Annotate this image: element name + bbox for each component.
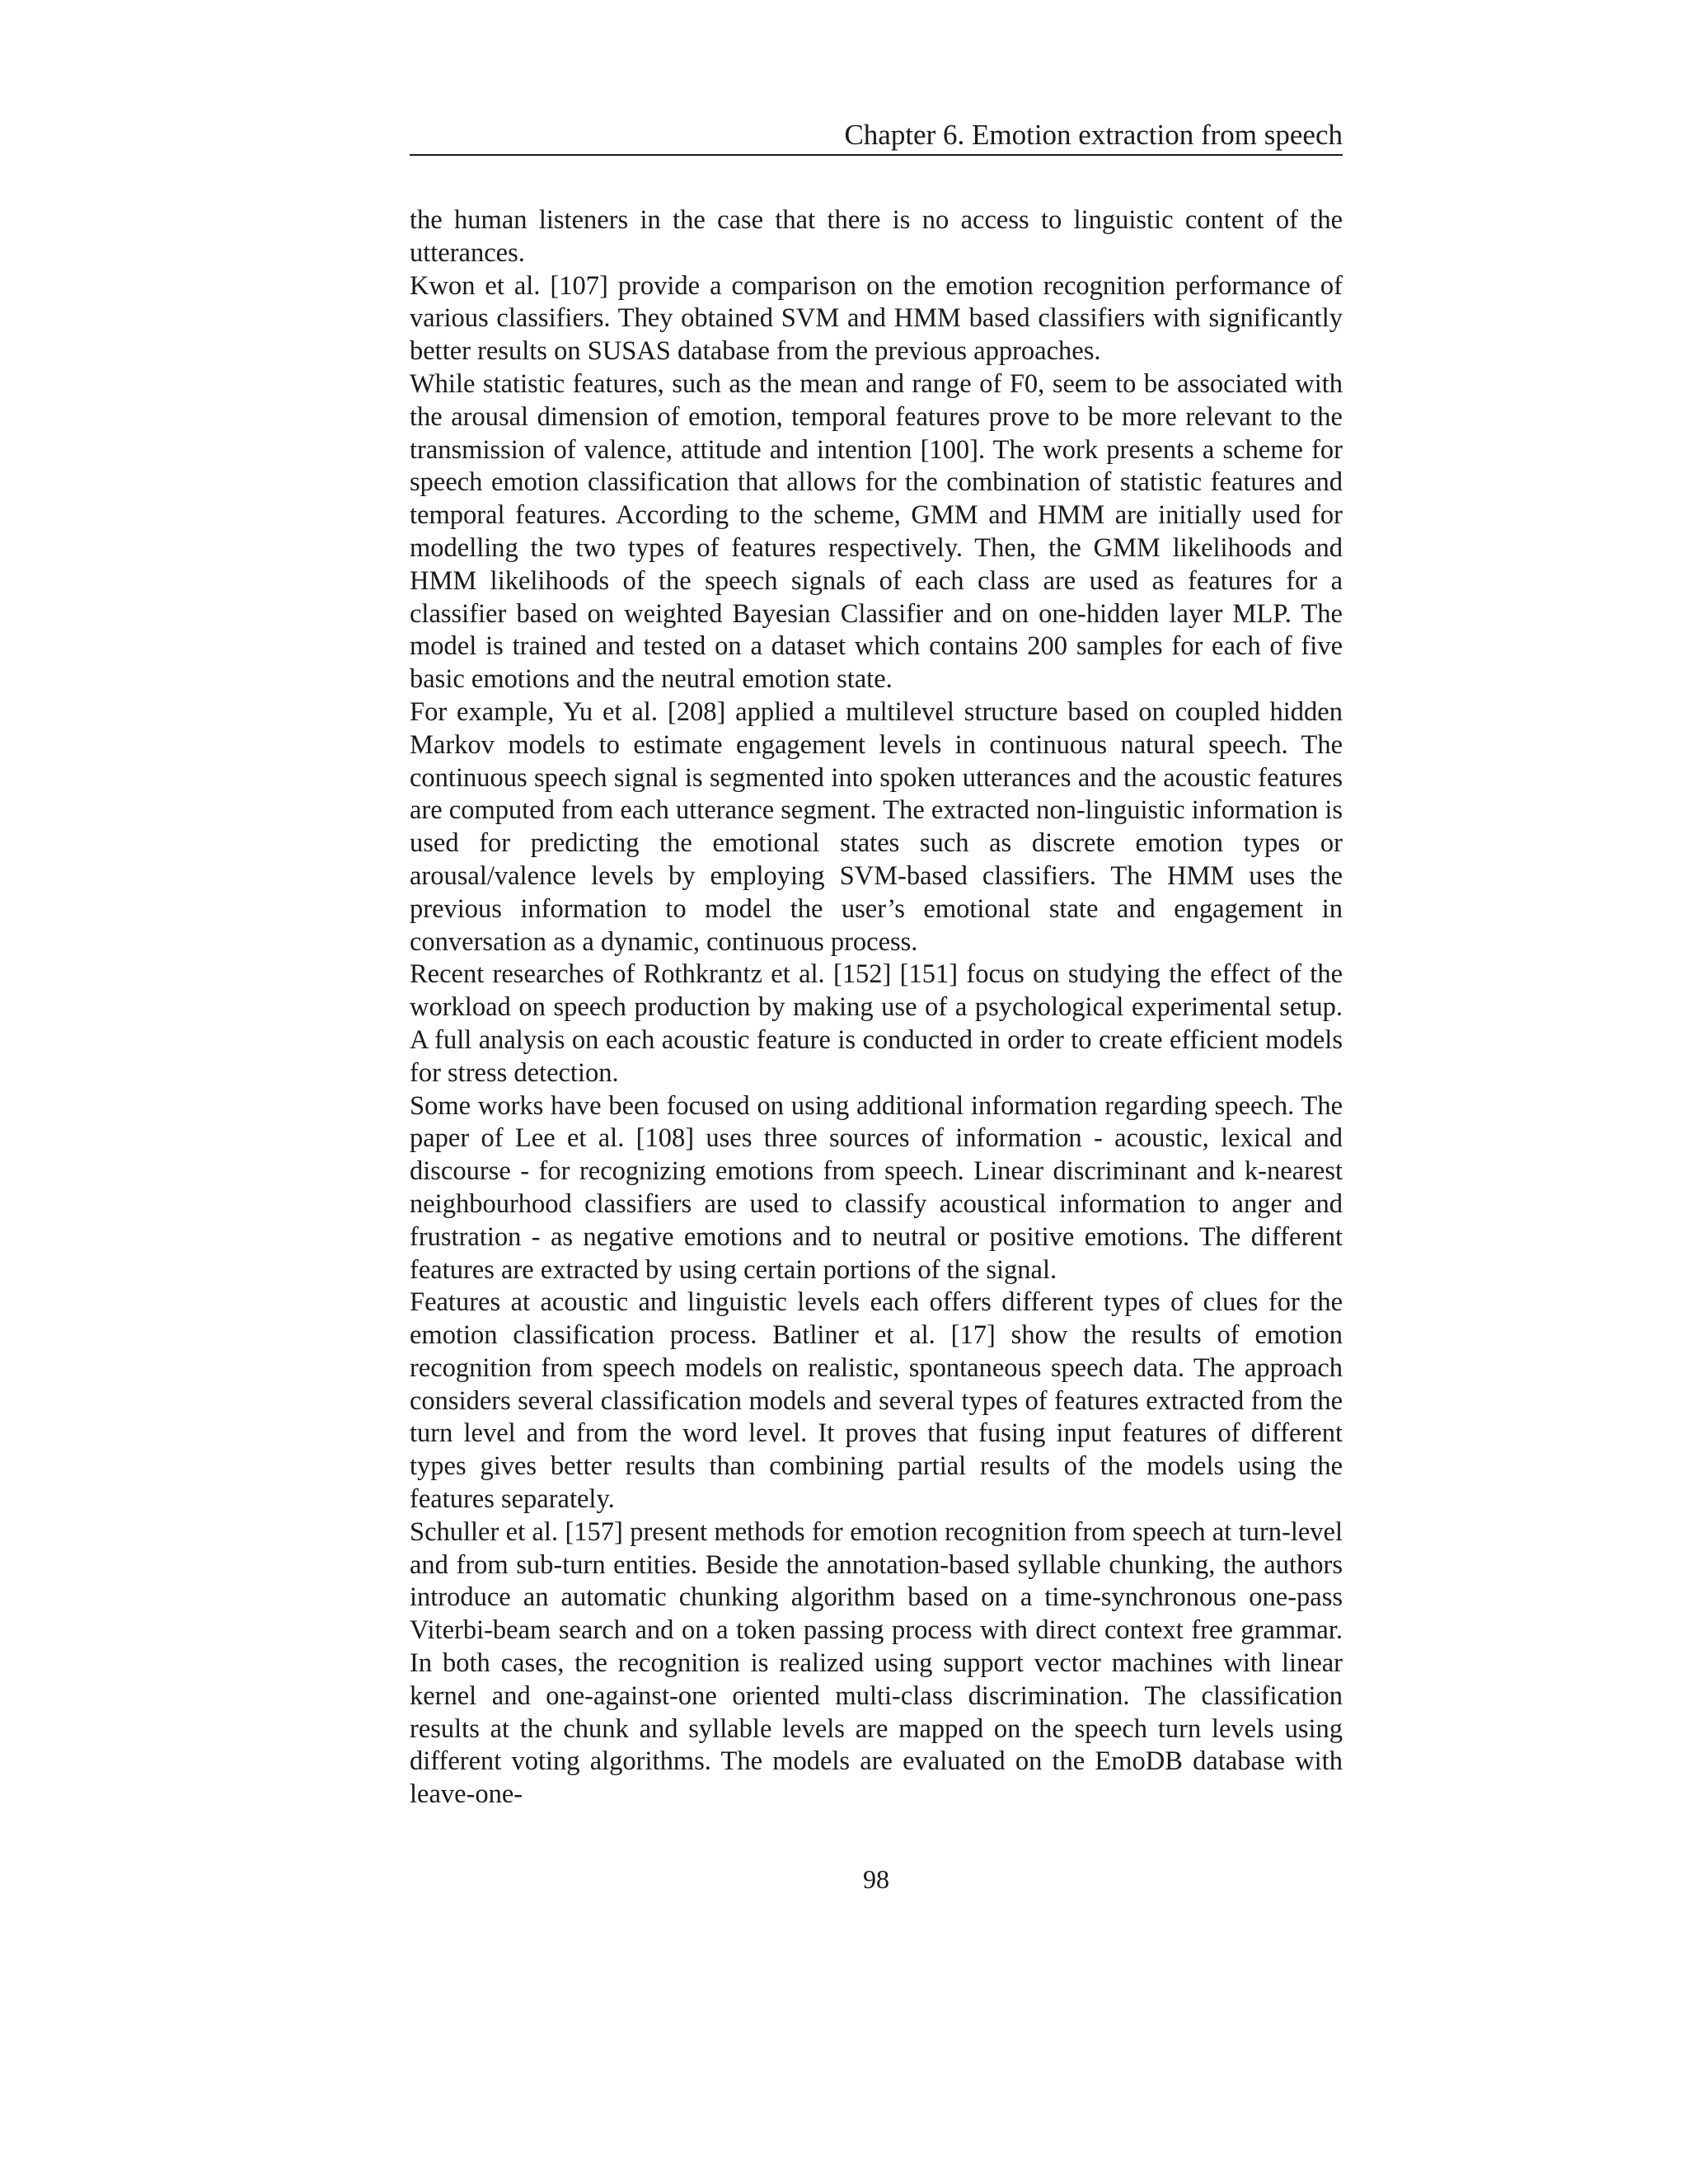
running-header: Chapter 6. Emotion extraction from speech <box>844 119 1343 151</box>
paragraph-schuller: Schuller et al. [157] present methods for emotion recognition from speech at turn-level and from sub-turn entities. Beside the annotation-based syllable chunking, the authors introduce an automatic chunking algorithm based on a time-synchronous one-pass Viterbi-beam search and on a token passing process with direct context free grammar. In both cases, the recognition is realized using support vector machines with linear kernel and one-against-one oriented multi-class discrimination. The classification results at the chunk and syllable levels are mapped on the speech turn levels using different voting algorithms. The models are evaluated on the EmoDB database with leave-one- <box>410 1516 1343 1810</box>
paragraph-statistic-features: While statistic features, such as the mean and range of F0, seem to be associated with the arousal dimension of emotion, temporal features prove to be more relevant to the transmission of valence, attitude and intention [100]. The work presents a scheme for speech emotion classification that allows for the combination of statistic features and temporal features. According to the scheme, GMM and HMM are initially used for modelling the two types of features respectively. Then, the GMM likelihoods and HMM likelihoods of the speech signals of each class are used as features for a classifier based on weighted Bayesian Classifier and on one-hidden layer MLP. The model is trained and tested on a dataset which contains 200 samples for each of five basic emotions and the neutral emotion state. <box>410 368 1343 695</box>
body-text <box>410 204 1343 1811</box>
header-rule <box>410 154 1343 156</box>
paragraph-kwon: Kwon et al. [107] provide a comparison on the emotion recognition performance of various classifiers. They obtained SVM and HMM based classifiers with significantly better results on SUSAS database from the previous approaches. <box>410 270 1343 367</box>
paragraph-lee: Some works have been focused on using additional information regarding speech. The paper of Lee et al. [108] uses three sources of information - acoustic, lexical and discourse - for recognizing emotions from speech. Linear discriminant and k-nearest neighbourhood classifiers are used to classify acoustical information to anger and frustration - as negative emotions and to neutral or positive emotions. The different features are extracted by using certain portions of the signal. <box>410 1090 1343 1285</box>
paragraph-batliner: Features at acoustic and linguistic levels each offers different types of clues for the emotion classification process. Batliner et al. [17] show the results of emotion recognition from speech models on realistic, spontaneous speech data. The approach considers several classification models and several types of features extracted from the turn level and from the word level. It proves that fusing input features of different types gives better results than combining partial results of the models using the features separately. <box>410 1287 1343 1515</box>
paragraph-continuation: the human listeners in the case that there is no access to linguistic content of the utterances. <box>410 205 1343 268</box>
page-number: 98 <box>863 1864 889 1894</box>
paragraph-rothkrantz: Recent researches of Rothkrantz et al. [152] [151] focus on studying the effect of the workload on speech production by making use of a psychological experimental setup. A full analysis on each acoustic feature is conducted in order to create efficient models for stress detection. <box>410 959 1343 1088</box>
paragraph-yu: For example, Yu et al. [208] applied a multilevel structure based on coupled hidden Markov models to estimate engagement levels in continuous natural speech. The continuous speech signal is segmented into spoken utterances and the acoustic features are computed from each utterance segment. The extracted non-linguistic information is used for predicting the emotional states such as discrete emotion types or arousal/valence levels by employing SVM-based classifiers. The HMM uses the previous information to model the user’s emotional state and engagement in conversation as a dynamic, continuous process. <box>410 696 1343 957</box>
